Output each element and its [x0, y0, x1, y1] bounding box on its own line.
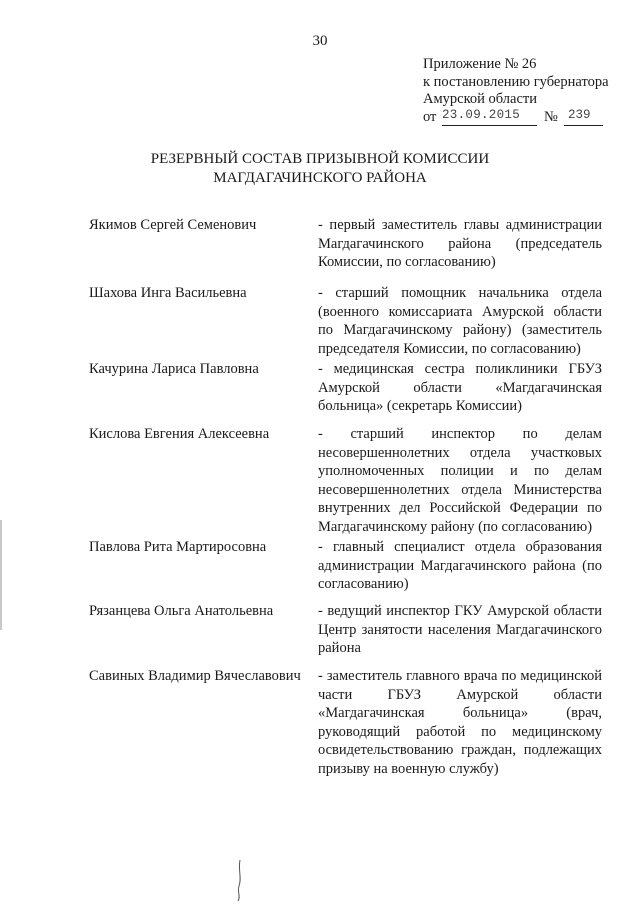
member-name: Кислова Евгения Алексеевна [89, 426, 270, 442]
member-role: - медицинская сестра поликлиники ГБУЗ Амурской области «Магдагачинская больница» (секретарь Комиссии) [318, 361, 602, 415]
decree-number: 239 [568, 107, 591, 122]
number-label: № [544, 108, 558, 125]
member-name: Савиных Владимир Вячеславович [89, 668, 301, 684]
member-role: - главный специалист отдела образования администрации Магдагачинского района (по согласованию) [318, 539, 602, 593]
date-prefix: от [423, 108, 437, 125]
appendix-date-line [423, 109, 623, 127]
member-name: Павлова Рита Мартиросовна [89, 539, 267, 555]
member-role: - заместитель главного врача по медицинской части ГБУЗ Амурской области «Магдагачинская больница» (врач, руководящий работой по медицинскому освидетельствованию граждан, подлежащих призыву на военную службу) [318, 668, 602, 777]
appendix-decree-line: к постановлению губернатора [423, 73, 609, 90]
member-name: Якимов Сергей Семенович [89, 217, 257, 233]
member-role: - ведущий инспектор ГКУ Амурской области Центр занятости населения Магдагачинского района [318, 603, 602, 657]
decree-date: 23.09.2015 [442, 107, 521, 122]
member-role: - старший помощник начальника отдела (военного комиссариата Амурской области по Магдагачинскому району) (заместитель председателя Комиссии, по согласованию) [318, 285, 602, 357]
decree-date-field [442, 109, 537, 126]
member-role: - первый заместитель главы администрации Магдагачинского района (председатель Комиссии, по согласованию) [318, 217, 602, 271]
member-role: - старший инспектор по делам несовершеннолетних отдела участковых уполномоченных полиции и по делам несовершеннолетних отдела Министерства внутренних дел Российской Федерации по Магдагачинскому району (по согласованию) [318, 426, 602, 535]
document-title [0, 150, 640, 188]
scan-margin-artifact [0, 520, 2, 630]
member-name: Шахова Инга Васильевна [89, 285, 247, 301]
title-line-2: МАГДАГАЧИНСКОГО РАЙОНА [213, 170, 427, 186]
page-number: 30 [312, 33, 328, 49]
appendix-number: Приложение № 26 [423, 56, 537, 72]
appendix-header [423, 56, 623, 127]
appendix-region-line: Амурской области [423, 91, 537, 107]
pen-stroke-mark [226, 858, 248, 902]
decree-number-field [564, 109, 603, 126]
member-name: Рязанцева Ольга Анатольевна [89, 603, 274, 619]
member-name: Качурина Лариса Павловна [89, 361, 259, 377]
title-line-1: РЕЗЕРВНЫЙ СОСТАВ ПРИЗЫВНОЙ КОМИССИИ [150, 151, 490, 167]
